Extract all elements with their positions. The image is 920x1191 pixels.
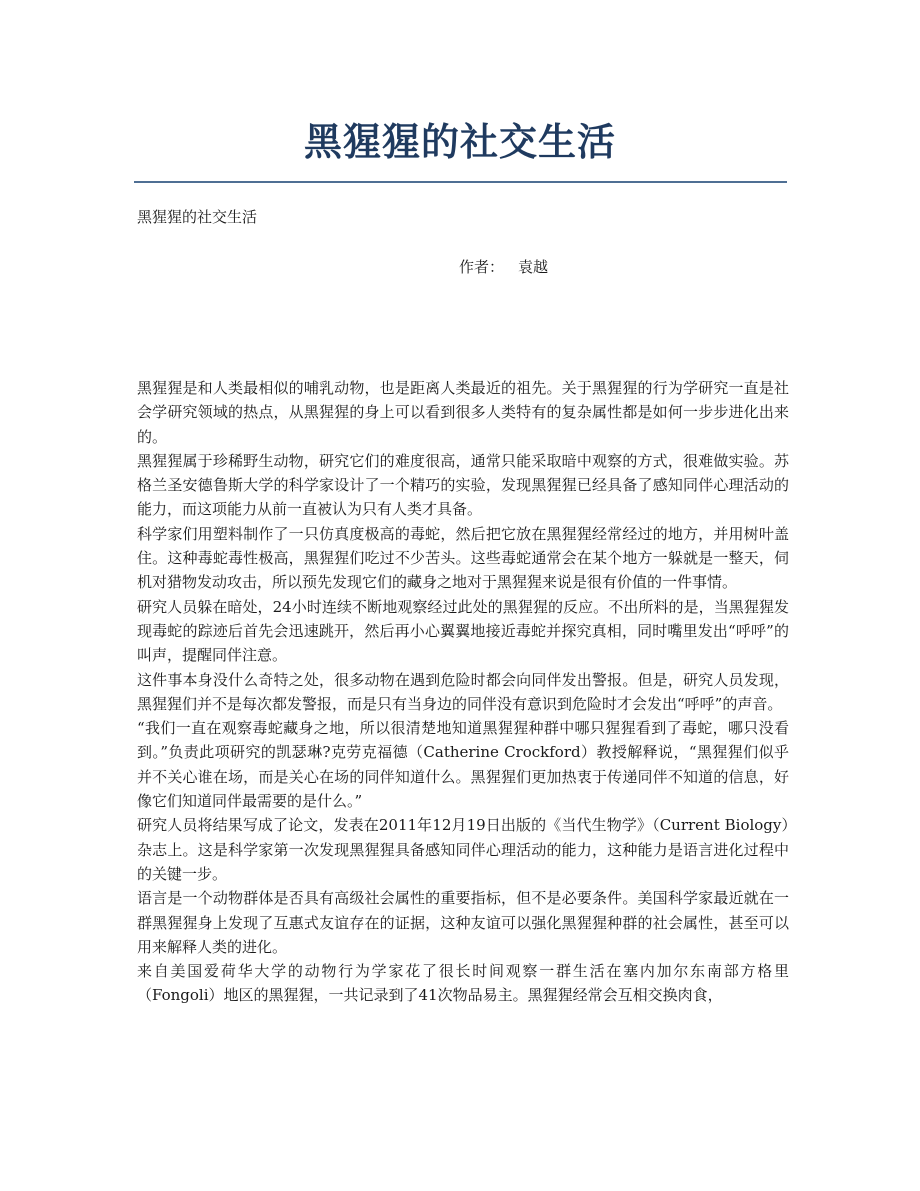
document-title: 黑猩猩的社交生活 (303, 120, 616, 164)
author-line (459, 255, 548, 279)
paragraph: 黑猩猩属于珍稀野生动物，研究它们的难度很高，通常只能采取暗中观察的方式，很难做实验。苏格兰圣安德鲁斯大学的科学家设计了一个精巧的实验，发现黑猩猩已经具备了感知同伴心理活动的能力，而这项能力从前一直被认为只有人类才具备。 (137, 451, 789, 519)
paragraph: “我们一直在观察毒蛇藏身之地，所以很清楚地知道黑猩猩种群中哪只猩猩看到了毒蛇，哪只没看到。”负责此项研究的凯瑟琳?克劳克福德（Catherine Crockford）教授解释说，“黑猩猩们似乎并不关心谁在场，而是关心在场的同伴知道什么。黑猩猩们更加热衷于传递同伴不知道的信息，好像它们知道同伴最需要的是什么。” (137, 719, 789, 811)
paragraph: 来自美国爱荷华大学的动物行为学家花了很长时间观察一群生活在塞内加尔东南部方格里（Fongoli）地区的黑猩猩，一共记录到了41次物品易主。黑猩猩经常会互相交换肉食， (137, 962, 789, 1005)
document-subtitle: 黑猩猩的社交生活 (137, 208, 258, 226)
paragraph: 黑猩猩是和人类最相似的哺乳动物，也是距离人类最近的祖先。关于黑猩猩的行为学研究一直是社会学研究领域的热点，从黑猩猩的身上可以看到很多人类特有的复杂属性都是如何一步步进化出来的。 (137, 379, 789, 446)
title-divider (134, 181, 787, 183)
paragraph: 语言是一个动物群体是否具有高级社会属性的重要指标，但不是必要条件。美国科学家最近就在一群黑猩猩身上发现了互惠式友谊存在的证据，这种友谊可以强化黑猩猩种群的社会属性，甚至可以用来解释人类的进化。 (137, 889, 789, 956)
paragraph: 科学家们用塑料制作了一只仿真度极高的毒蛇，然后把它放在黑猩猩经常经过的地方，并用树叶盖住。这种毒蛇毒性极高，黑猩猩们吃过不少苦头。这些毒蛇通常会在某个地方一躲就是一整天，伺机对猎物发动攻击，所以预先发现它们的藏身之地对于黑猩猩来说是很有价值的一件事情。 (137, 524, 789, 592)
paragraph: 研究人员躲在暗处，24小时连续不断地观察经过此处的黑猩猩的反应。不出所料的是，当黑猩猩发现毒蛇的踪迹后首先会迅速跳开，然后再小心翼翼地接近毒蛇并探究真相，同时嘴里发出“呼呼”的叫声，提醒同伴注意。 (137, 597, 789, 665)
paragraph: 这件事本身没什么奇特之处，很多动物在遇到危险时都会向同伴发出警报。但是，研究人员发现，黑猩猩们并不是每次都发警报，而是只有当身边的同伴没有意识到危险时才会发出“呼呼”的声音。 (137, 670, 789, 713)
author-name: 袁越 (518, 258, 549, 276)
paragraph: 研究人员将结果写成了论文，发表在2011年12月19日出版的《当代生物学》（Current Biology）杂志上。这是科学家第一次发现黑猩猩具备感知同伴心理活动的能力，这种能力是语言进化过程中的关键一步。 (137, 816, 789, 883)
author-label: 作者： (459, 258, 505, 276)
article-body (137, 376, 789, 1008)
